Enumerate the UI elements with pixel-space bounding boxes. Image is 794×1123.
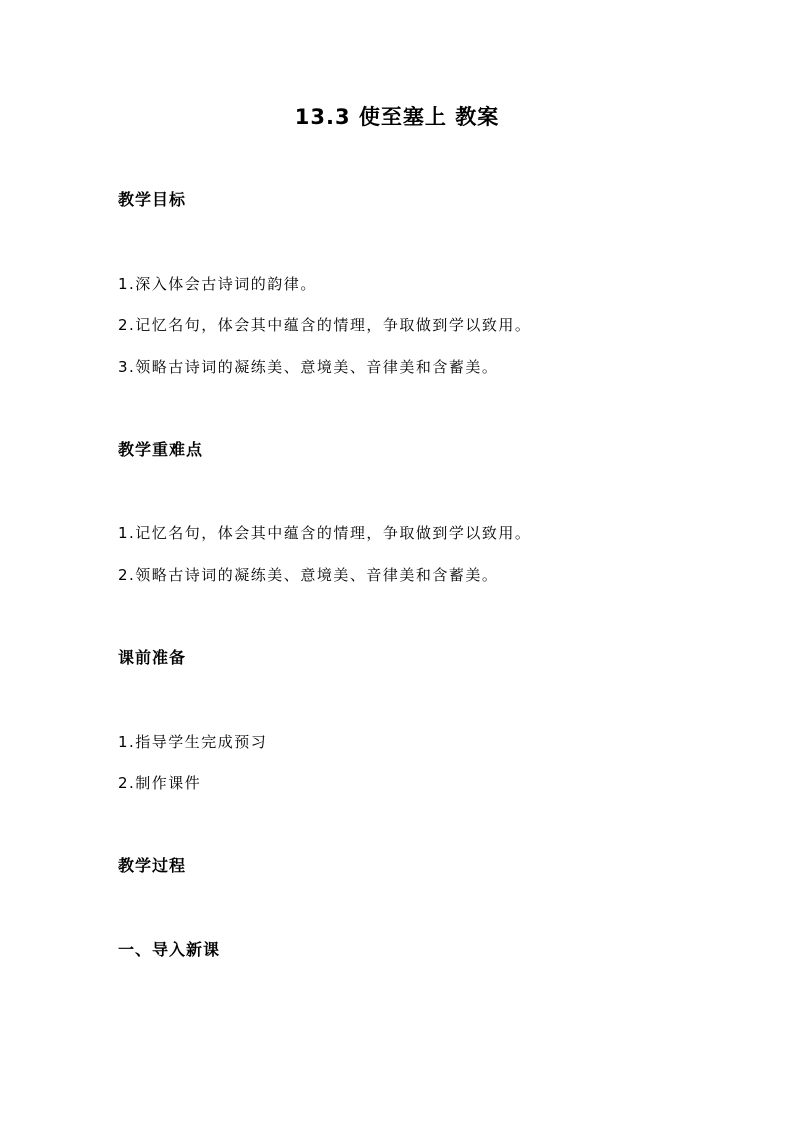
list-item: 2.记忆名句，体会其中蕴含的情理，争取做到学以致用。: [118, 316, 532, 334]
list-item: 1.记忆名句，体会其中蕴含的情理，争取做到学以致用。: [118, 524, 532, 542]
document-title: 13.3 使至塞上 教案: [294, 105, 500, 129]
section-heading-teaching-goals: 教学目标: [118, 190, 187, 209]
section-heading-preparation: 课前准备: [118, 648, 187, 667]
section-heading-introduction: 一、导入新课: [118, 940, 221, 959]
list-item: 1.深入体会古诗词的韵律。: [118, 275, 317, 293]
section-heading-key-difficulties: 教学重难点: [118, 440, 204, 459]
list-item: 1.指导学生完成预习: [118, 733, 268, 751]
list-item: 2.制作课件: [118, 774, 202, 792]
section-heading-teaching-process: 教学过程: [118, 856, 187, 875]
list-item: 3.领略古诗词的凝练美、意境美、音律美和含蓄美。: [118, 358, 499, 376]
list-item: 2.领略古诗词的凝练美、意境美、音律美和含蓄美。: [118, 566, 499, 584]
